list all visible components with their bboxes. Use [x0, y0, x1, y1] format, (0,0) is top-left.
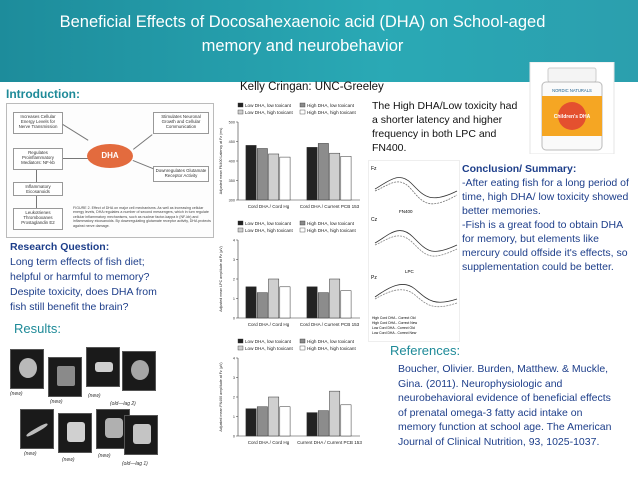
erp-legend-item: High Cord DHA - Correct New — [372, 321, 418, 325]
stimulus-image — [86, 347, 120, 387]
erp-waveform-panel — [368, 160, 460, 342]
research-question-line: Despite toxicity, does DHA from — [10, 286, 157, 298]
chart-bar — [307, 413, 317, 436]
erp-wave — [375, 236, 457, 256]
box-increases-energy: Increases Cellular Energy Levels for Nerve Transmission — [13, 112, 63, 134]
chart-y-tick-label: 3 — [232, 376, 235, 380]
chart-legend-swatch — [300, 346, 305, 350]
chart-bar — [269, 154, 279, 200]
dha-mechanism-figure — [6, 103, 214, 238]
chart-bar — [257, 293, 267, 318]
chart-bar — [341, 405, 351, 436]
figure-arrow — [62, 124, 88, 141]
stimulus-image — [122, 351, 156, 391]
chart-fn400-amplitude-svg — [216, 336, 364, 448]
chart-legend-label: Low DHA, high toxicant — [245, 346, 293, 351]
chart-bar — [307, 287, 317, 318]
product-name: Children's DHA — [553, 114, 591, 120]
chart-y-tick-label: 4 — [232, 238, 235, 243]
chart-bar — [330, 153, 340, 200]
stimulus-image — [48, 357, 82, 397]
memory-stimuli-panel — [10, 343, 158, 473]
chart-y-label: Adjusted mean LPC amplitude at Pz (µV) — [219, 246, 223, 312]
erp-legend-item: Low Cord DHA - Correct New — [372, 331, 417, 335]
research-question — [10, 240, 210, 315]
erp-label-lpc: LPC — [405, 269, 414, 274]
chart-y-tick-label: 0 — [232, 434, 235, 439]
figure-arrow — [133, 134, 153, 150]
chart-lpc-amplitude-svg — [216, 218, 364, 330]
reference-citation: Boucher, Olivier. Burden, Matthew. & Muckle, Gina. (2011). Neurophysiologic and neurobehavioral evidence of beneficial effects of prenatal omega-3 fatty acid intake on memory function at school age. The American Journal of Clinical Nutrition, 93, 1025-1037. — [398, 363, 612, 448]
stimulus-label: (old—lag 1) — [122, 461, 148, 467]
results-heading: Results: — [14, 321, 61, 336]
conclusion-heading: Conclusion/ Summary: — [462, 163, 577, 175]
author-line: Kelly Cringan: UNC-Greeley — [240, 81, 384, 93]
chart-y-tick-label: 4 — [232, 356, 235, 361]
erp-label-fz: Fz — [371, 166, 377, 172]
chart-bar — [280, 407, 290, 436]
chart-legend-label: High DHA, low toxicant — [307, 221, 354, 226]
erp-wave — [375, 177, 457, 197]
chart-y-tick-label: 2 — [232, 277, 235, 282]
chart-y-label: Adjusted mean FN400 amplitude at Fz (µV) — [219, 362, 223, 432]
introduction-heading: Introduction: — [6, 87, 80, 101]
chart-category-label: Cord DHA / Current PCB 153 — [299, 322, 360, 327]
supplement-bottle-svg — [528, 62, 616, 154]
stimulus-label: (new) — [98, 453, 111, 459]
chart-legend-swatch — [238, 346, 243, 350]
research-question-line: helpful or harmful to memory? — [10, 271, 150, 283]
chart-legend-swatch — [300, 221, 305, 225]
chart-y-label: Adjusted mean FN400 Latency at Fz (ms) — [219, 127, 223, 195]
chart-bar — [246, 287, 256, 318]
stimulus-label: (new) — [88, 393, 101, 399]
chart-lpc-amplitude — [216, 218, 364, 330]
chart-legend-label: High DHA, high toxicant — [307, 110, 356, 115]
chart-legend-swatch — [238, 228, 243, 232]
erp-wave — [375, 231, 457, 252]
stimulus-label: (old—lag 2) — [110, 401, 136, 407]
references-heading: References: — [390, 343, 461, 358]
stimulus-label: (new) — [62, 457, 75, 463]
chart-legend-label: Low DHA, low toxicant — [245, 103, 291, 108]
chart-bar — [318, 143, 328, 200]
chart-bar — [341, 156, 351, 200]
erp-legend-item: High Cord DHA - Correct Old — [372, 316, 416, 320]
research-question-line: Long term effects of fish diet; — [10, 256, 145, 268]
chart-legend-label: High DHA, high toxicant — [307, 346, 356, 351]
erp-label-cz: Cz — [371, 217, 378, 223]
erp-label-pz: Pz — [371, 275, 377, 281]
chart-legend-label: Low DHA, low toxicant — [245, 339, 291, 344]
chart-legend-label: Low DHA, high toxicant — [245, 228, 293, 233]
chart-y-tick-label: 450 — [228, 140, 235, 144]
supplement-product-image — [528, 62, 616, 154]
stimulus-label: (new) — [24, 451, 37, 457]
box-inflammatory-eicosanoids: Inflammatory Eicosanoids — [13, 182, 63, 196]
slide-title: Beneficial Effects of Docosahexaenoic acid (DHA) on School-aged memory and neurobehavior — [59, 13, 546, 55]
figure-arrow — [36, 196, 37, 208]
chart-legend-label: High DHA, low toxicant — [307, 339, 354, 344]
box-regulates-mediators: Regulates Proinflammatory Mediators: NF-kb — [13, 148, 63, 170]
chart-legend-swatch — [238, 103, 243, 107]
chart-y-tick-label: 0 — [232, 316, 235, 321]
bottle-cap — [548, 68, 596, 82]
chart-category-label: Current DHA / Current PCB 153 — [297, 440, 362, 445]
box-stimulates-growth: Stimulates Neuronal Growth and Cellular Communication — [153, 112, 209, 134]
chart-category-label: Cord DHA / Current PCB 153 — [299, 204, 360, 209]
chart-legend-label: Low DHA, low toxicant — [245, 221, 291, 226]
conclusion-point: -After eating fish for a long period of time, high DHA/ low toxicity showed better memories. — [462, 177, 629, 217]
chart-fn400-amplitude — [216, 336, 364, 448]
chart-bar — [330, 391, 340, 436]
chart-y-tick-label: 2 — [232, 395, 235, 400]
chart-y-tick-label: 500 — [228, 120, 235, 125]
research-question-line: fish still benefit the brain? — [10, 301, 129, 313]
findings-text: The High DHA/Low toxicity had a shorter latency and higher frequency in both LPC and FN400. — [372, 100, 518, 154]
chart-bar — [257, 407, 267, 436]
conclusion-point: -Fish is a great food to obtain DHA for memory, but elements like mercury could offside it's effects, so supplementation could be better. — [462, 219, 628, 273]
chart-legend-swatch — [300, 339, 305, 343]
chart-bar — [318, 411, 328, 436]
chart-legend-swatch — [300, 103, 305, 107]
product-brand: NORDIC NATURALS — [552, 88, 592, 93]
research-question-label: Research Question: — [10, 241, 110, 253]
chart-bar — [269, 397, 279, 436]
chart-bar — [318, 293, 328, 318]
conclusion-section — [462, 162, 630, 274]
chart-legend-swatch — [238, 110, 243, 114]
chart-bar — [246, 145, 256, 200]
figure-arrow — [63, 158, 88, 159]
erp-wave — [375, 284, 457, 302]
chart-legend-swatch — [300, 228, 305, 232]
stimulus-image — [124, 415, 158, 455]
stimulus-label: (new) — [10, 391, 23, 397]
chart-bar — [280, 287, 290, 318]
stimulus-image — [20, 409, 54, 449]
box-leukotrienes: Leukotrienes Thromboxanes Prostaglandin E2 — [13, 208, 63, 230]
chart-bar — [269, 279, 279, 318]
chart-y-tick-label: 300 — [228, 198, 235, 203]
chart-bar — [341, 291, 351, 318]
chart-fn400-latency-svg — [216, 100, 364, 212]
erp-legend-item: Low Cord DHA - Correct Old — [372, 326, 415, 330]
chart-y-tick-label: 1 — [232, 297, 235, 301]
chart-legend-swatch — [238, 339, 243, 343]
chart-bar — [330, 279, 340, 318]
chart-y-tick-label: 3 — [232, 258, 235, 262]
chart-bar — [280, 157, 290, 200]
erp-waveform-svg — [369, 161, 461, 343]
figure-caption: FIGURE 2. Effect of DHA on major cell mechanisms. As well as increasing cellular energy levels, DHA regulates a number of second messengers, which in turn regulate cellular inflammatory mechanisms, such as nuclear factor-kappa b (NF-kb) and inflammatory eicosanoids. By downregulating glutamate receptor activity, DHA protects against nerve damage. — [73, 206, 211, 228]
chart-category-label: Cord DHA / Cord Hg — [247, 322, 290, 327]
results-charts-panel — [216, 100, 364, 450]
chart-bar — [307, 147, 317, 200]
chart-legend-label: High DHA, low toxicant — [307, 103, 354, 108]
chart-category-label: Cord DHA / Cord Hg — [247, 440, 290, 445]
chart-y-tick-label: 400 — [228, 159, 235, 164]
chart-legend-label: Low DHA, high toxicant — [245, 110, 293, 115]
chart-legend-swatch — [300, 110, 305, 114]
chart-fn400-latency — [216, 100, 364, 212]
erp-wave — [375, 290, 457, 307]
chart-bar — [257, 149, 267, 200]
chart-y-tick-label: 350 — [228, 179, 235, 183]
stimulus-label: (new) — [50, 399, 63, 405]
chart-y-tick-label: 1 — [232, 415, 235, 419]
chart-legend-label: High DHA, high toxicant — [307, 228, 356, 233]
figure-arrow — [36, 170, 37, 182]
dha-center-node: DHA — [87, 144, 133, 168]
erp-label-fn400: FN400 — [399, 209, 413, 214]
chart-bar — [246, 409, 256, 436]
figure-arrow — [133, 160, 154, 169]
erp-wave — [375, 182, 457, 204]
stimulus-image — [10, 349, 44, 389]
box-downregulates-glutamate: Downregulates Glutamate Receptor Activity — [153, 166, 209, 182]
stimulus-image — [58, 413, 92, 453]
chart-legend-swatch — [238, 221, 243, 225]
chart-category-label: Cord DHA / Cord Hg — [247, 204, 290, 209]
